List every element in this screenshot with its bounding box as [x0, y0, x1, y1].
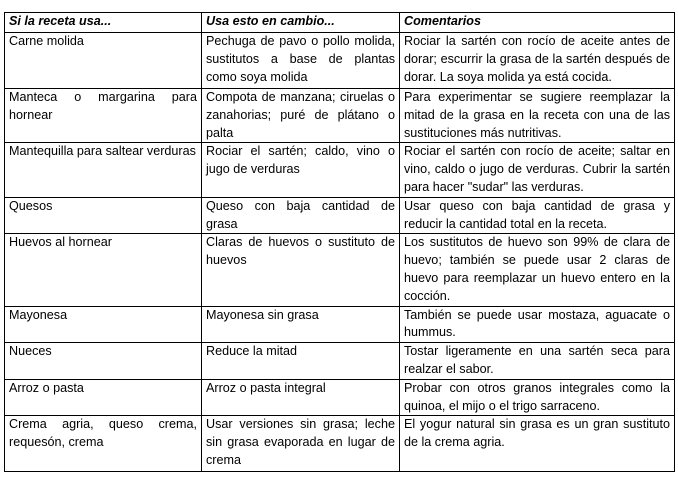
- cell-comment: Para experimentar se sugiere reemplazar la mitad de la grasa en la receta con una de las sustituciones más nutritivas.: [400, 89, 675, 143]
- header-original: Si la receta usa...: [5, 13, 202, 33]
- cell-substitute: Usar versiones sin grasa; leche sin grasa evaporada en lugar de crema: [202, 416, 400, 472]
- table-row: [5, 234, 675, 306]
- cell-original: Mantequilla para saltear verduras: [5, 143, 202, 197]
- table-row: [5, 197, 675, 234]
- cell-substitute: Arroz o pasta integral: [202, 379, 400, 416]
- cell-original: Arroz o pasta: [5, 379, 202, 416]
- cell-original: Huevos al hornear: [5, 234, 202, 306]
- table-row: [5, 343, 675, 380]
- cell-comment: Probar con otros granos integrales como la quinoa, el mijo o el trigo sarraceno.: [400, 379, 675, 416]
- cell-substitute: Claras de huevos o sustituto de huevos: [202, 234, 400, 306]
- table-row: [5, 306, 675, 343]
- table-row: [5, 89, 675, 143]
- cell-original: Carne molida: [5, 33, 202, 89]
- cell-substitute: Reduce la mitad: [202, 343, 400, 380]
- cell-comment: Los sustitutos de huevo son 99% de clara de huevo; también se puede usar 2 claras de huevo para reemplazar un huevo entero en la cocción.: [400, 234, 675, 306]
- header-comments: Comentarios: [400, 13, 675, 33]
- cell-comment: También se puede usar mostaza, aguacate o hummus.: [400, 306, 675, 343]
- cell-substitute: Queso con baja cantidad de grasa: [202, 197, 400, 234]
- cell-comment: Rociar la sartén con rocío de aceite antes de dorar; escurrir la grasa de la sartén después de dorar. La soya molida ya está cocida.: [400, 33, 675, 89]
- table-row: [5, 416, 675, 472]
- substitution-table: [4, 12, 675, 472]
- cell-comment: Usar queso con baja cantidad de grasa y reducir la cantidad total en la receta.: [400, 197, 675, 234]
- cell-substitute: Compota de manzana; ciruelas o zanahorias; puré de plátano o palta: [202, 89, 400, 143]
- cell-comment: Tostar ligeramente en una sartén seca para realzar el sabor.: [400, 343, 675, 380]
- table-row: [5, 33, 675, 89]
- table-row: [5, 379, 675, 416]
- cell-original: Crema agria, queso crema, requesón, crema: [5, 416, 202, 472]
- cell-comment: Rociar el sartén con rocío de aceite; saltar en vino, caldo o jugo de verduras. Cubrir la sartén para hacer "sudar" las verduras.: [400, 143, 675, 197]
- header-row: [5, 13, 675, 33]
- header-substitute: Usa esto en cambio...: [202, 13, 400, 33]
- table-row: [5, 143, 675, 197]
- cell-original: Mayonesa: [5, 306, 202, 343]
- cell-original: Quesos: [5, 197, 202, 234]
- cell-original: Nueces: [5, 343, 202, 380]
- cell-substitute: Mayonesa sin grasa: [202, 306, 400, 343]
- cell-original: Manteca o margarina para hornear: [5, 89, 202, 143]
- cell-substitute: Pechuga de pavo o pollo molida, sustitutos a base de plantas como soya molida: [202, 33, 400, 89]
- cell-substitute: Rociar el sartén; caldo, vino o jugo de verduras: [202, 143, 400, 197]
- cell-comment: El yogur natural sin grasa es un gran sustituto de la crema agria.: [400, 416, 675, 472]
